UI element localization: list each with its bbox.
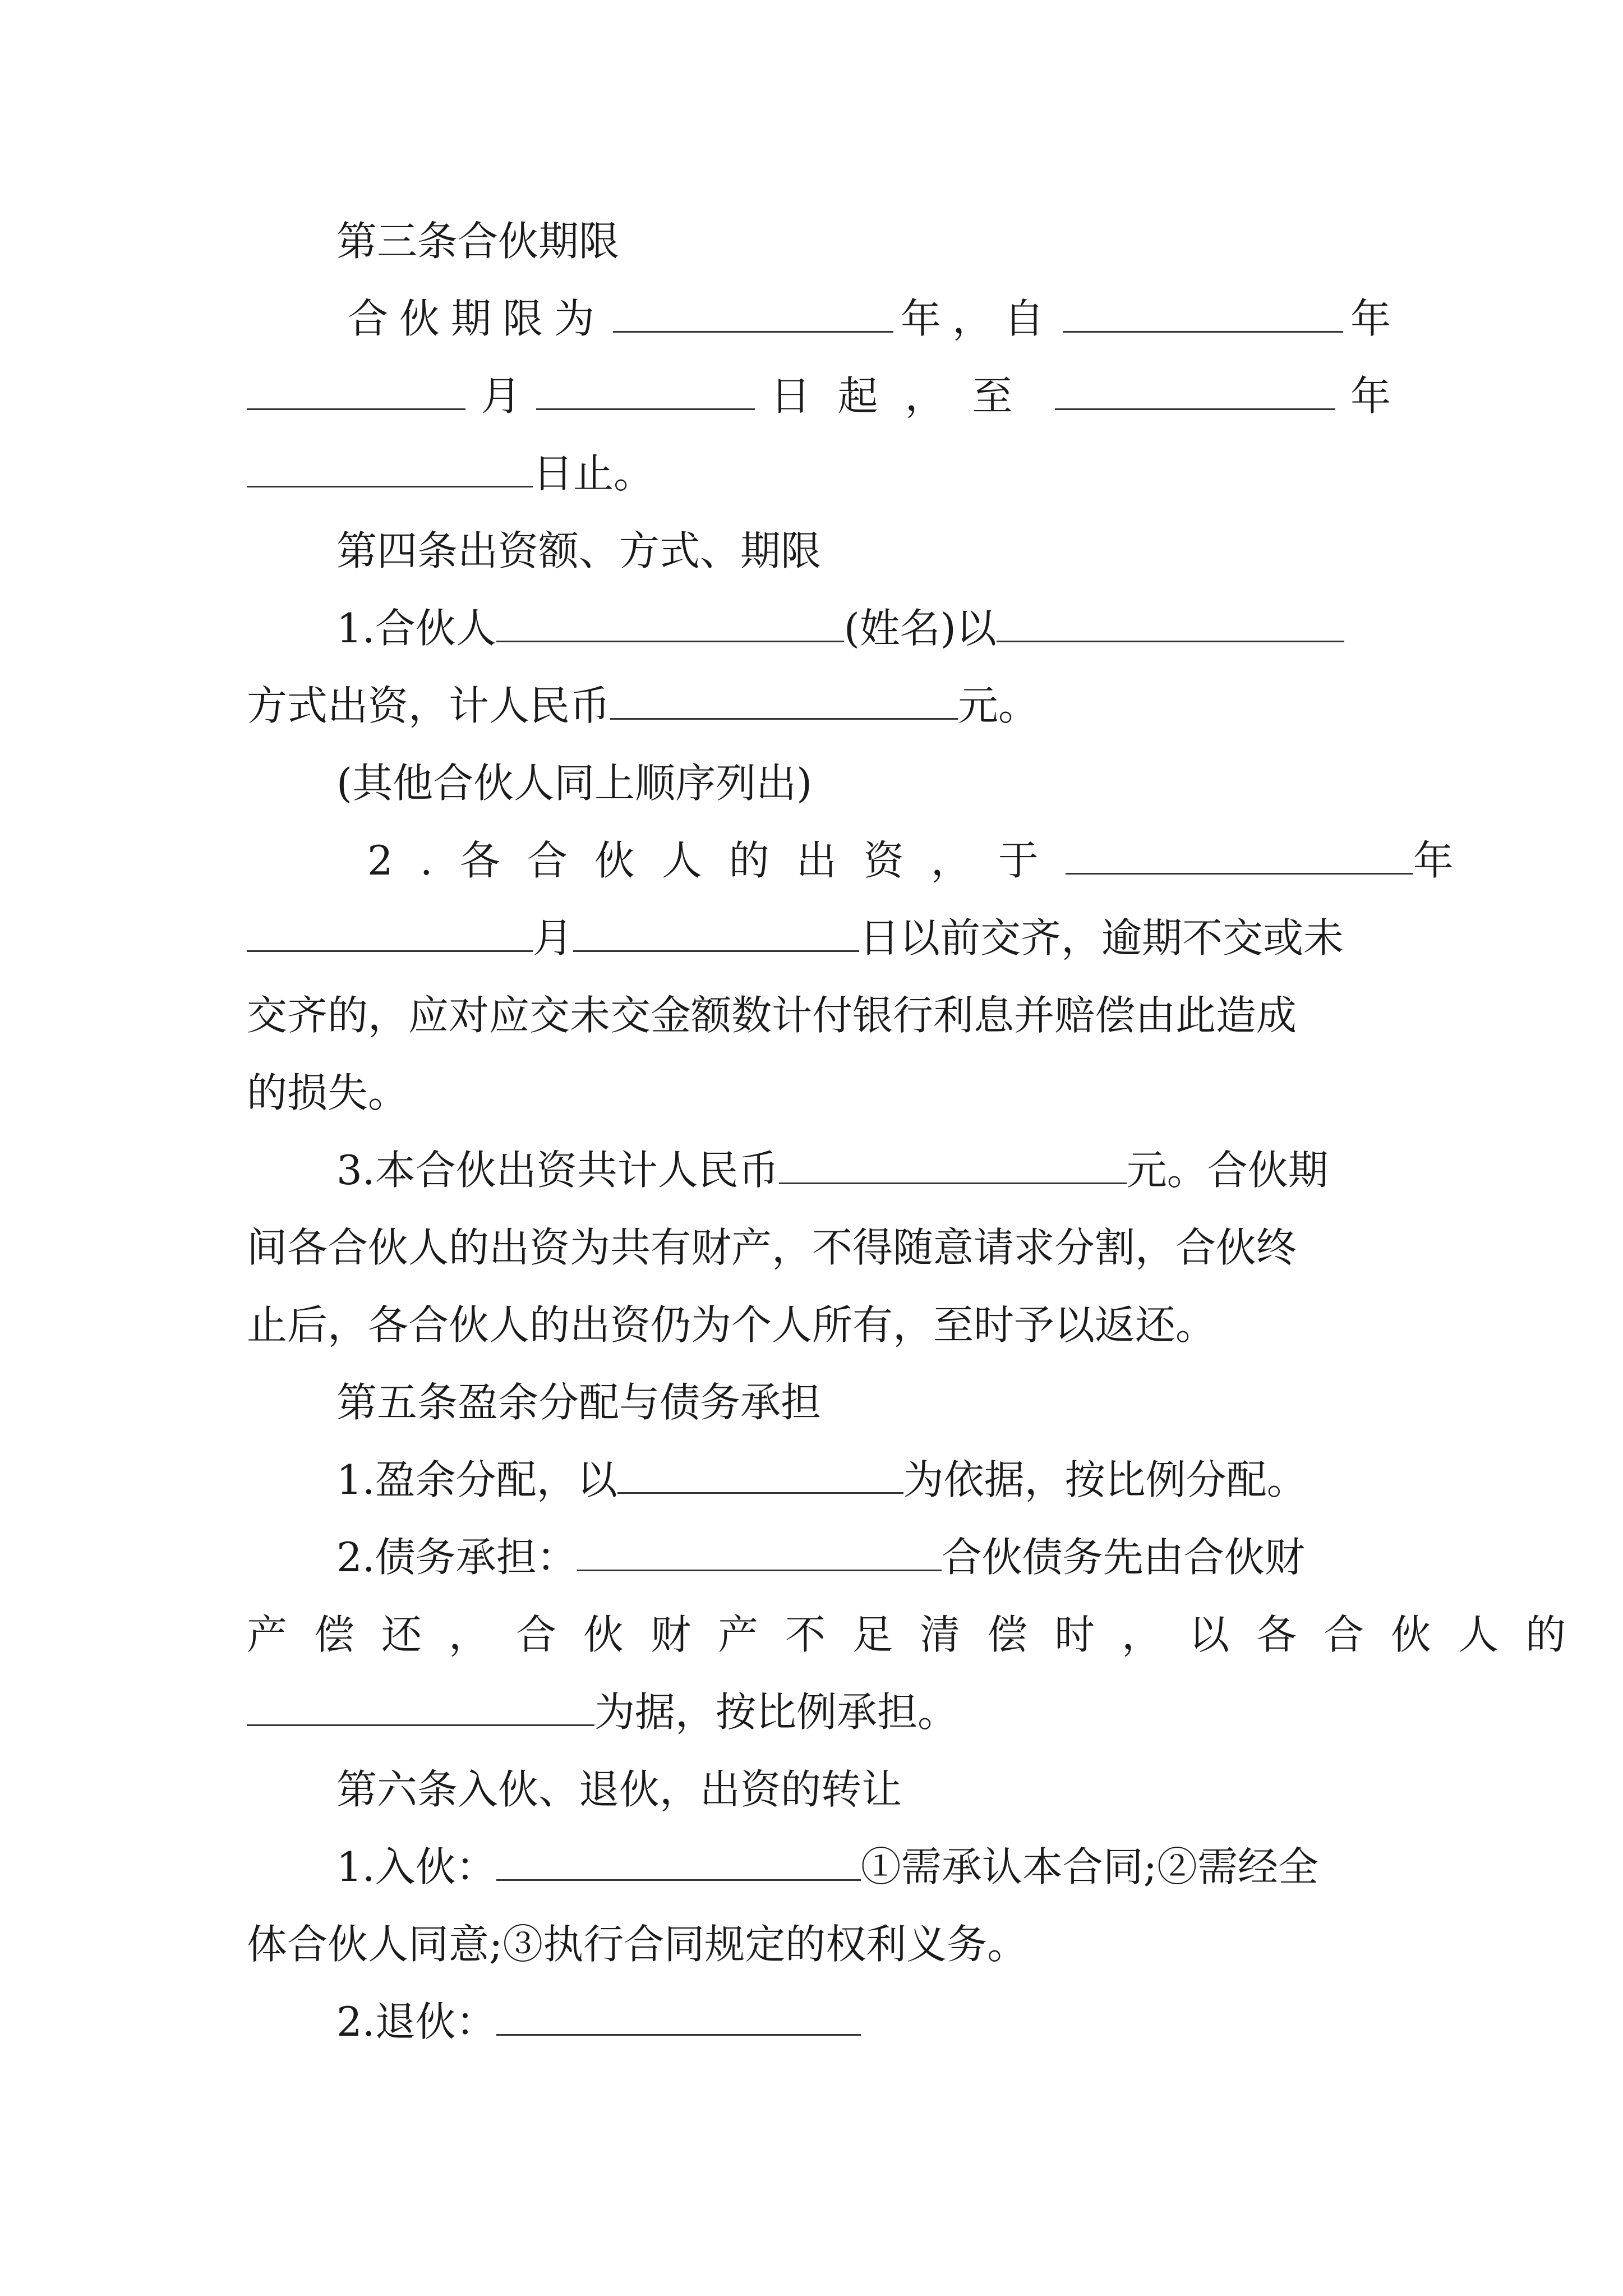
debt-method-blank[interactable] (577, 1566, 942, 1571)
article5-p2-line1: 2.债务承担： 合伙债务先由合伙财 (336, 1534, 1305, 1581)
admission-blank[interactable] (496, 1876, 861, 1881)
article4-p1-line2: 方式出资，计人民币 元。 (247, 682, 1039, 729)
debt-basis-blank[interactable] (247, 1721, 594, 1726)
article4-p2-line1: 2.各合伙人的出资，于 年 (367, 837, 1454, 884)
article4-heading: 第四条出资额、方式、期限 (336, 527, 822, 574)
article3-line1: 合伙期限为 年，自 年 (348, 295, 1391, 342)
article3-heading: 第三条合伙期限 (336, 218, 620, 265)
article6-heading: 第六条入伙、退伙，出资的转让 (336, 1766, 902, 1813)
article4-p3-line3: 止后，各合伙人的出资仍为个人所有，至时予以返还。 (247, 1301, 1216, 1349)
withdrawal-blank[interactable] (496, 2031, 861, 2036)
article3-line2: 月 日起，至 年 (247, 362, 1391, 430)
due-month-blank[interactable] (247, 947, 533, 952)
start-month-blank[interactable] (247, 405, 465, 410)
article5-heading: 第五条盈余分配与债务承担 (336, 1379, 822, 1426)
end-day-blank[interactable] (247, 482, 533, 487)
start-year-blank[interactable] (1063, 328, 1343, 333)
partner-name-blank[interactable] (496, 637, 844, 642)
article6-p1-line2: 体合伙人同意;③执行合同规定的权利义务。 (247, 1921, 1028, 1968)
end-year-blank[interactable] (1055, 405, 1335, 410)
term-years-blank[interactable] (613, 328, 893, 333)
contribution-method-blank[interactable] (997, 637, 1344, 642)
article6-p1-line1: 1.入伙： ①需承认本合同;②需经全 (336, 1843, 1318, 1890)
article3-line3: 日止。 (247, 440, 1391, 507)
article4-p3-line1: 3.本合伙出资共计人民币 元。合伙期 (336, 1147, 1329, 1194)
article5-p2-line2: 产偿还，合伙财产不足清偿时，以各合伙人的 (247, 1611, 1593, 1658)
contribution-amount-blank[interactable] (610, 715, 958, 720)
article4-p2-line2: 月 日以前交齐，逾期不交或未 (247, 904, 1391, 972)
profit-basis-blank[interactable] (617, 1489, 903, 1494)
article4-p1-line1: 1.合伙人 (姓名)以 (336, 595, 1391, 662)
due-year-blank[interactable] (1066, 869, 1413, 875)
due-day-blank[interactable] (573, 947, 859, 952)
article4-p2-line3: 交齐的，应对应交未交金额数计付银行利息并赔偿由此造成 (247, 992, 1297, 1039)
article5-p2-line3: 为据，按比例承担。 (247, 1678, 1391, 1746)
article5-p1: 1.盈余分配，以 为依据，按比例分配。 (336, 1456, 1307, 1503)
total-capital-blank[interactable] (779, 1179, 1127, 1184)
article4-p2-line4: 的损失。 (247, 1069, 409, 1116)
start-day-blank[interactable] (536, 405, 755, 410)
article6-p2: 2.退伙： (336, 1988, 1391, 2055)
article4-note: (其他合伙人同上顺序列出) (336, 760, 813, 807)
article4-p3-line2: 间各合伙人的出资为共有财产，不得随意请求分割，合伙终 (247, 1224, 1297, 1271)
